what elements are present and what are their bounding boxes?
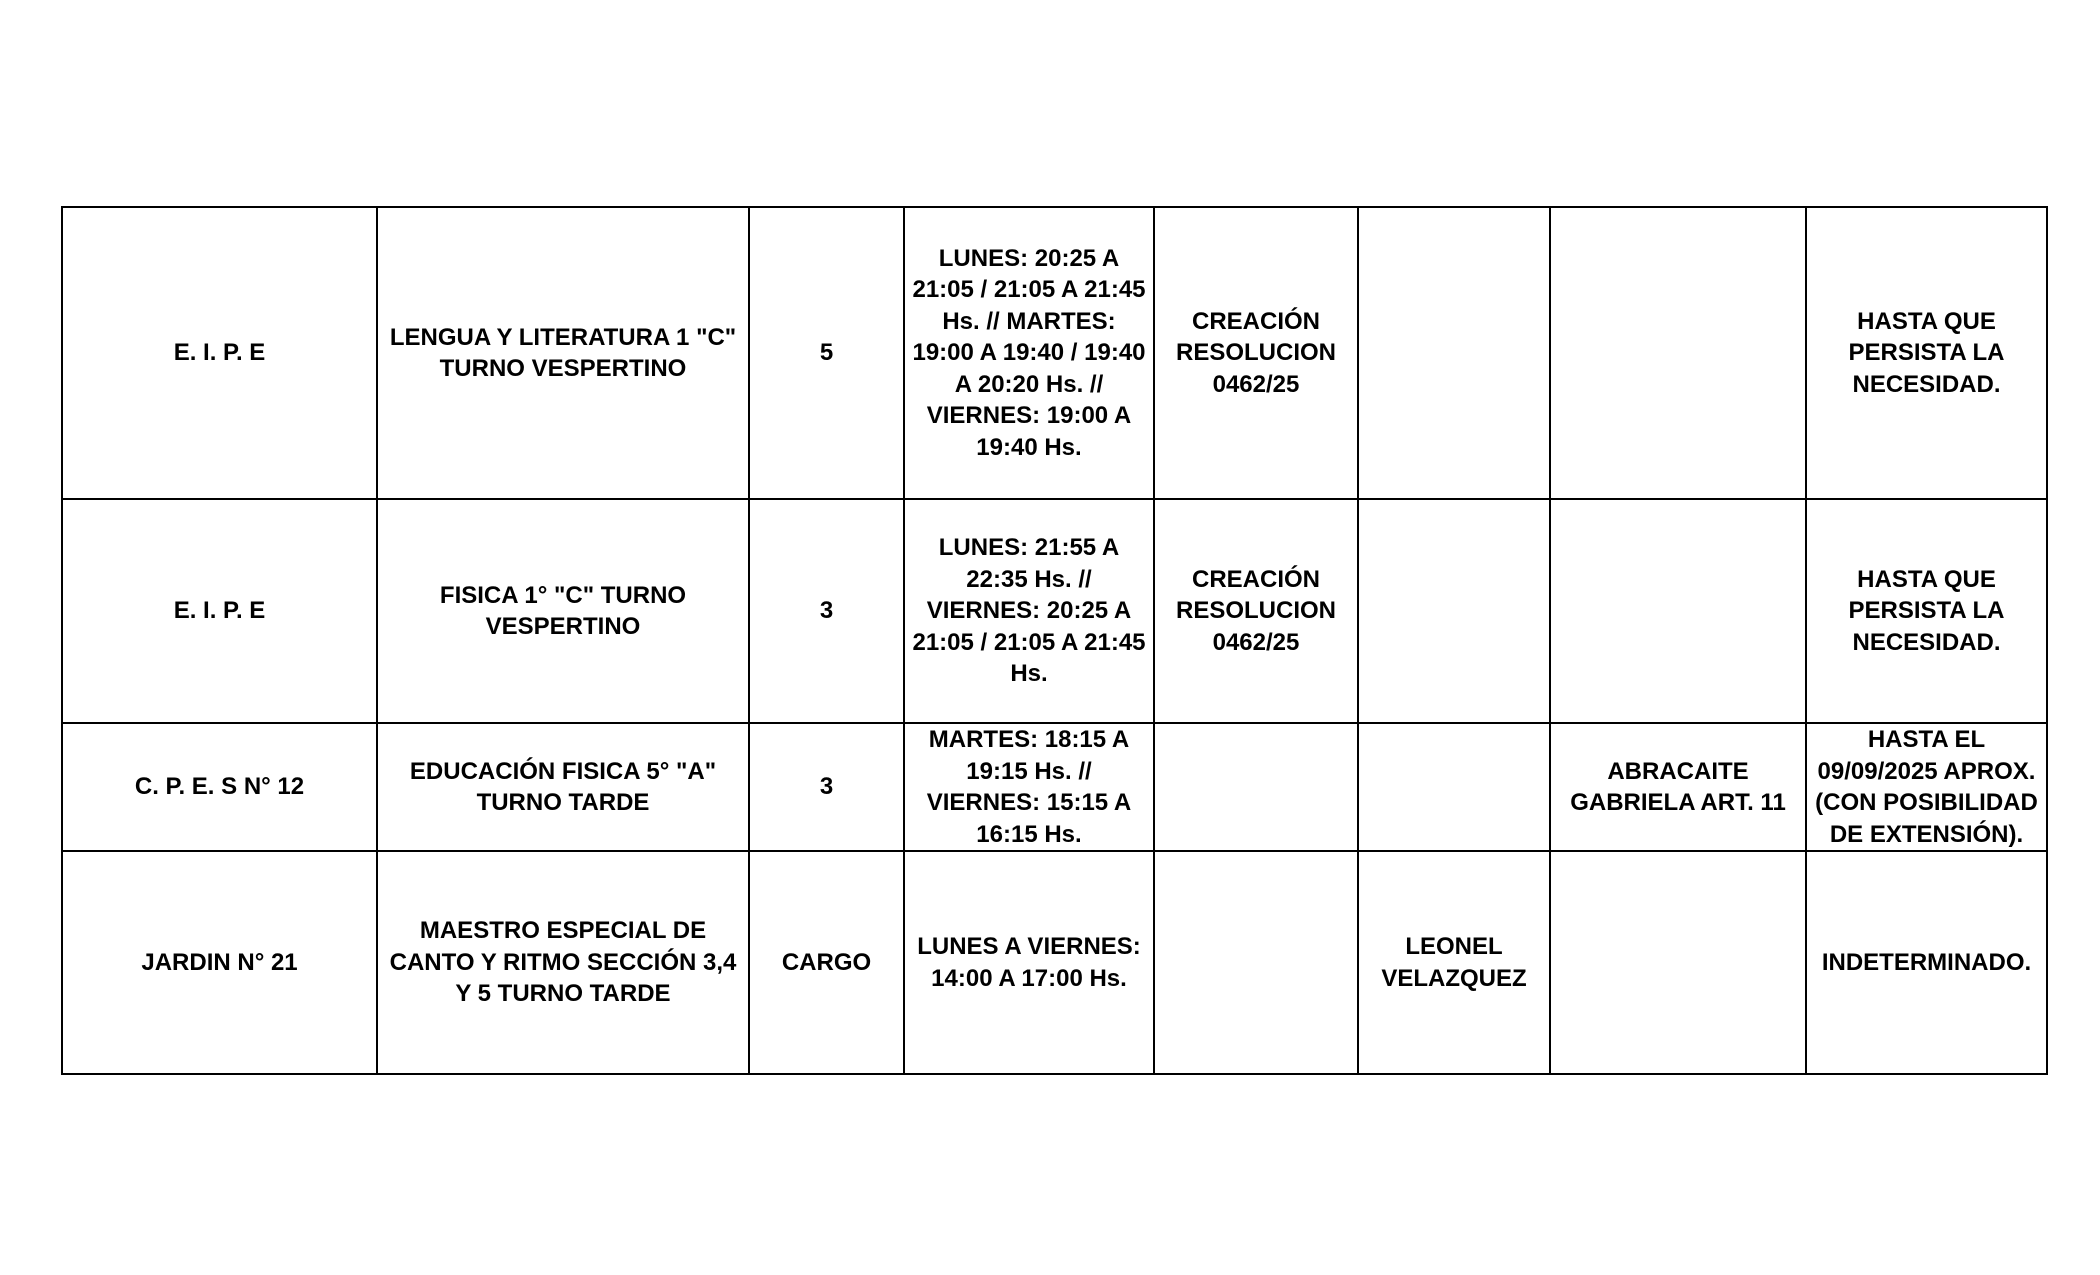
holder-cell (1358, 723, 1550, 851)
leave-cell (1550, 499, 1806, 723)
schedule-cell: LUNES A VIERNES: 14:00 A 17:00 Hs. (904, 851, 1154, 1074)
reason-cell (1154, 723, 1358, 851)
hours-cell: 3 (749, 499, 904, 723)
subject-cell: FISICA 1° "C" TURNO VESPERTINO (377, 499, 749, 723)
hours-cell: 5 (749, 207, 904, 499)
subject-cell: MAESTRO ESPECIAL DE CANTO Y RITMO SECCIÓN 3,4 Y 5 TURNO TARDE (377, 851, 749, 1074)
leave-cell: ABRACAITE GABRIELA ART. 11 (1550, 723, 1806, 851)
subject-cell: EDUCACIÓN FISICA 5° "A" TURNO TARDE (377, 723, 749, 851)
schedule-cell: LUNES: 21:55 A 22:35 Hs. // VIERNES: 20:25 A 21:05 / 21:05 A 21:45 Hs. (904, 499, 1154, 723)
duration-cell: INDETERMINADO. (1806, 851, 2047, 1074)
holder-cell (1358, 499, 1550, 723)
hours-cell: CARGO (749, 851, 904, 1074)
school-cell: E. I. P. E (62, 499, 377, 723)
reason-cell (1154, 851, 1358, 1074)
duration-cell: HASTA QUE PERSISTA LA NECESIDAD. (1806, 499, 2047, 723)
table-row (62, 207, 2047, 499)
reason-cell: CREACIÓN RESOLUCION 0462/25 (1154, 207, 1358, 499)
duration-cell: HASTA QUE PERSISTA LA NECESIDAD. (1806, 207, 2047, 499)
subject-cell: LENGUA Y LITERATURA 1 "C" TURNO VESPERTINO (377, 207, 749, 499)
holder-cell (1358, 207, 1550, 499)
hours-cell: 3 (749, 723, 904, 851)
school-cell: JARDIN N° 21 (62, 851, 377, 1074)
table-row (62, 723, 2047, 851)
school-cell: C. P. E. S N° 12 (62, 723, 377, 851)
table-row (62, 499, 2047, 723)
holder-cell: LEONEL VELAZQUEZ (1358, 851, 1550, 1074)
table-row (62, 851, 2047, 1074)
vacancy-table (61, 206, 2048, 1075)
school-cell: E. I. P. E (62, 207, 377, 499)
reason-cell: CREACIÓN RESOLUCION 0462/25 (1154, 499, 1358, 723)
leave-cell (1550, 207, 1806, 499)
leave-cell (1550, 851, 1806, 1074)
duration-cell: HASTA EL 09/09/2025 APROX. (CON POSIBILIDAD DE EXTENSIÓN). (1806, 723, 2047, 851)
schedule-cell: LUNES: 20:25 A 21:05 / 21:05 A 21:45 Hs. // MARTES: 19:00 A 19:40 / 19:40 A 20:20 Hs. // VIERNES: 19:00 A 19:40 Hs. (904, 207, 1154, 499)
schedule-cell: MARTES: 18:15 A 19:15 Hs. // VIERNES: 15:15 A 16:15 Hs. (904, 723, 1154, 851)
